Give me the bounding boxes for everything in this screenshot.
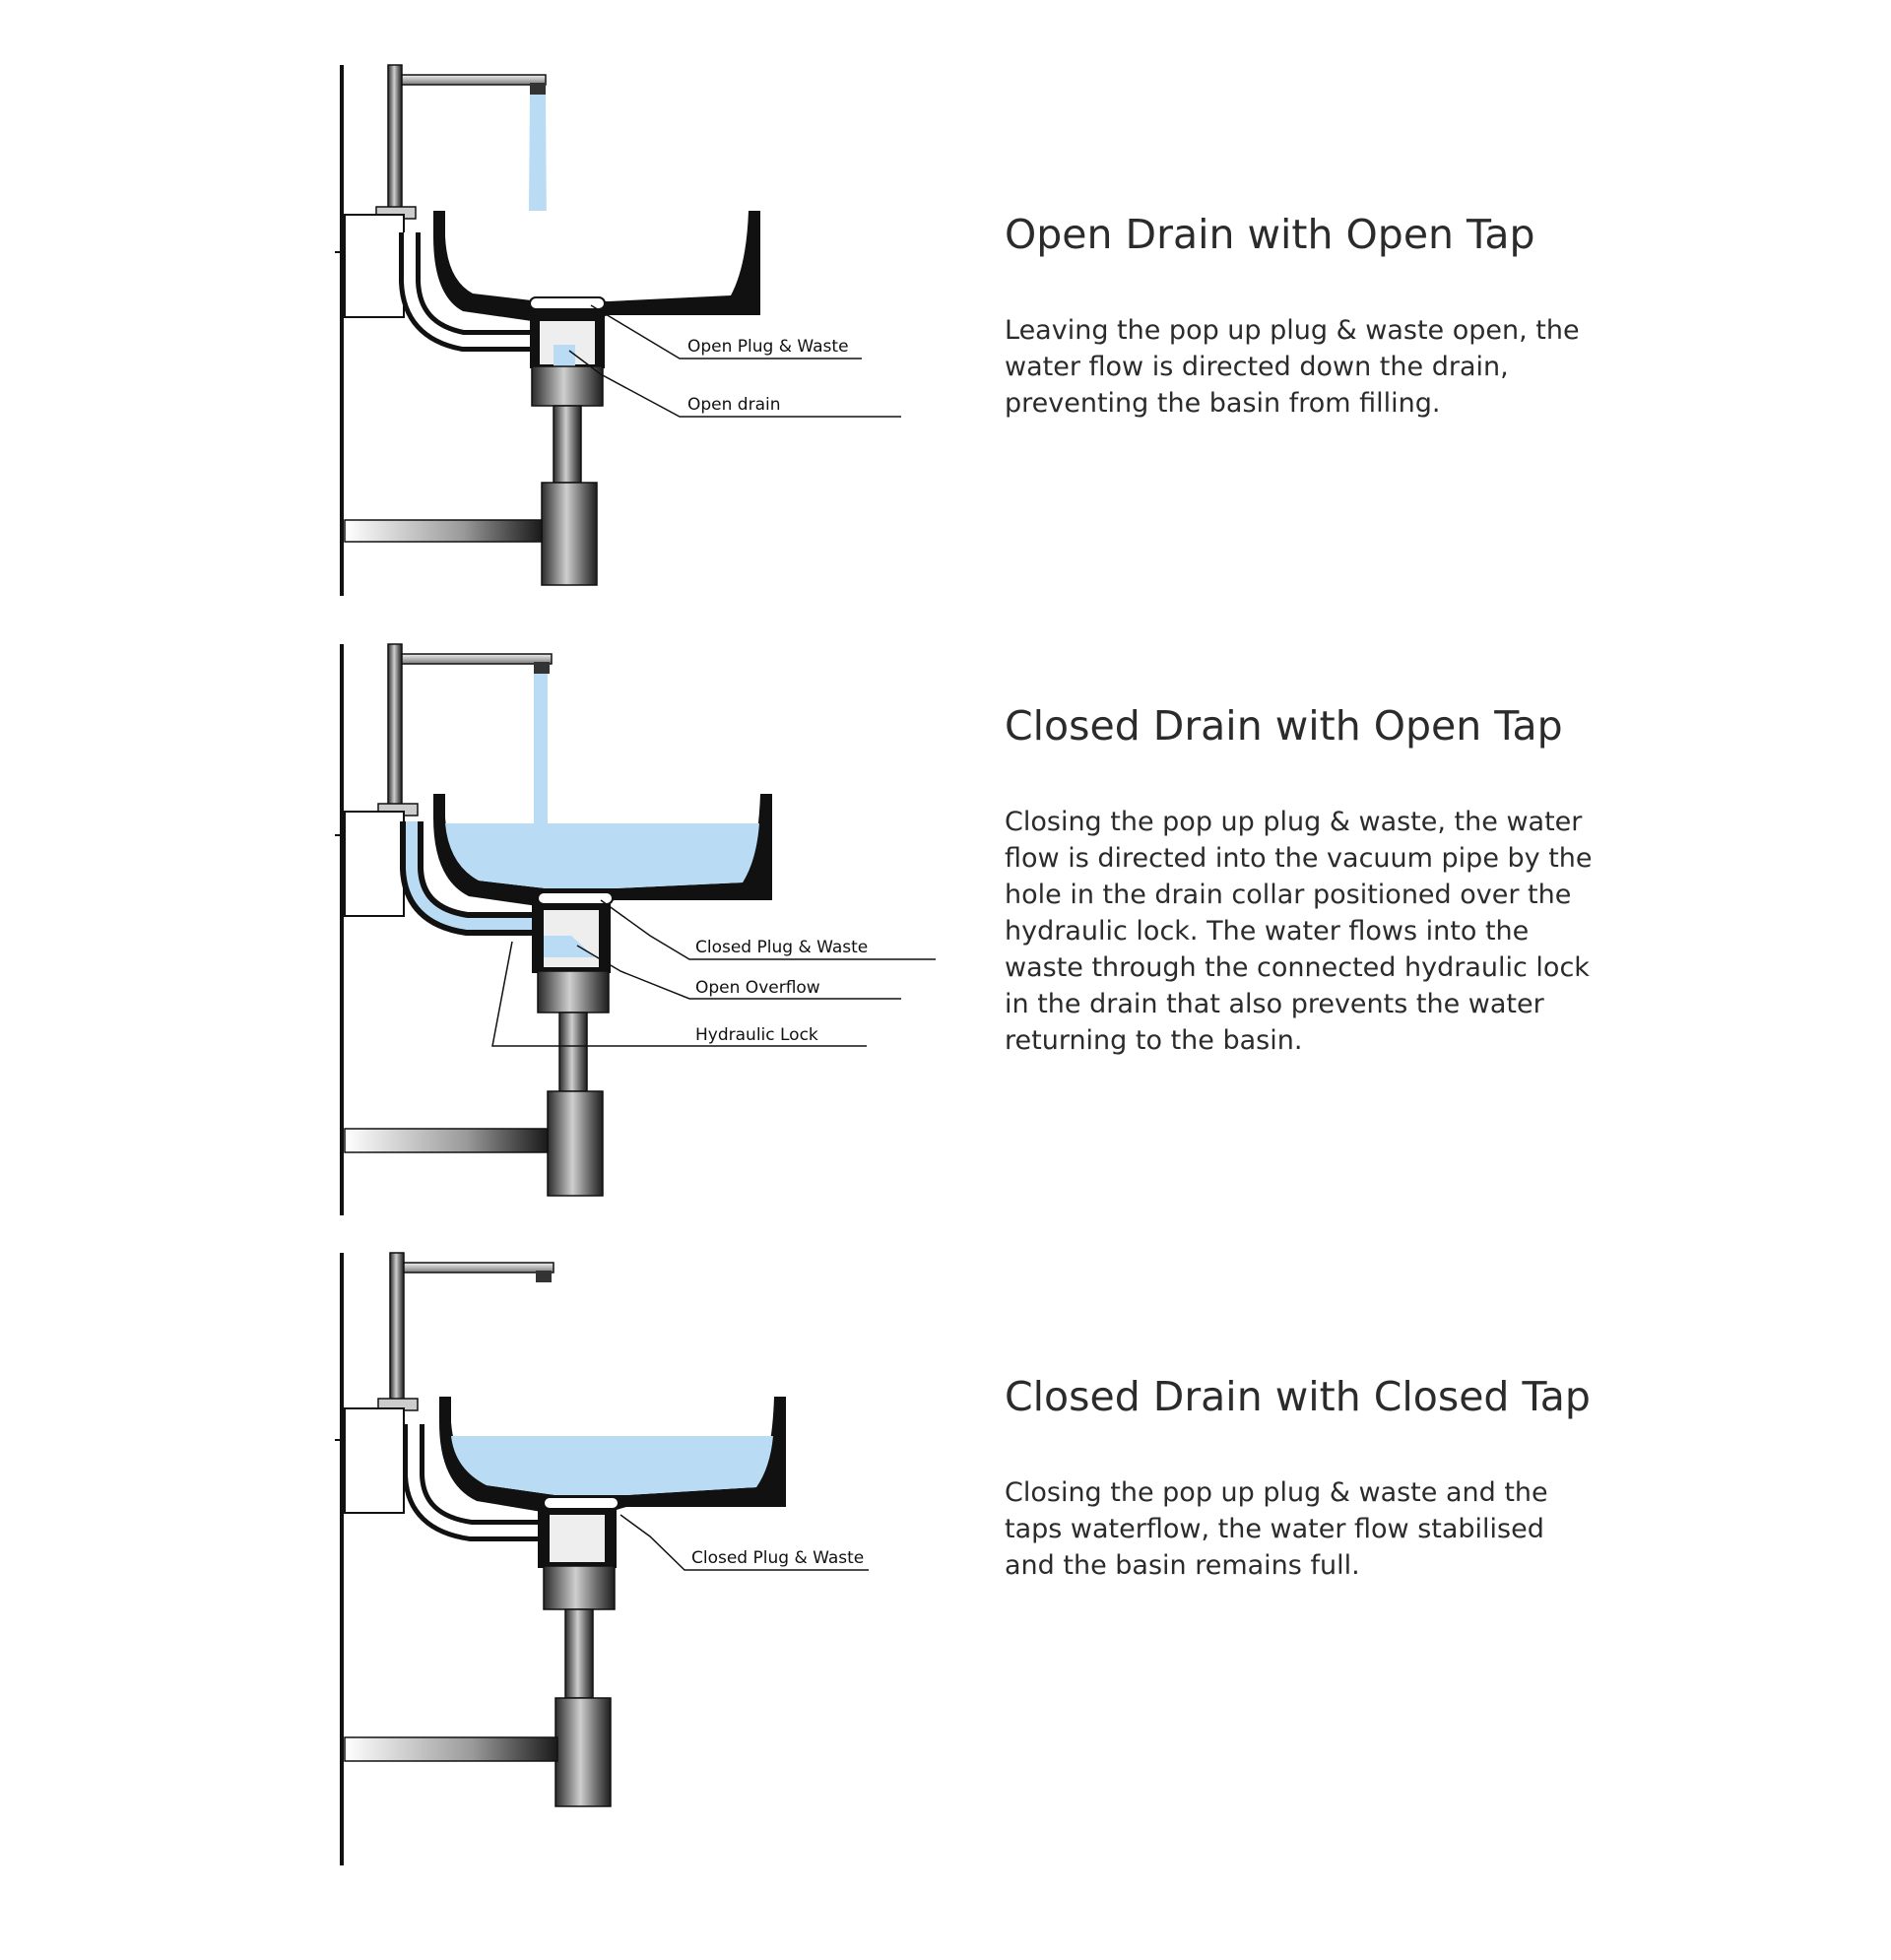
basin-water <box>451 1436 773 1495</box>
tap-spout <box>402 75 546 85</box>
basin-diagram-closed-drain-closed-tap <box>0 1221 985 1960</box>
callout-open-drain: Open drain <box>687 395 781 415</box>
bottle-trap <box>542 483 597 585</box>
bottle-trap <box>555 1698 611 1806</box>
tail-pipe <box>554 406 581 483</box>
pop-up-plug <box>538 892 613 904</box>
callout-closed-plug-waste: Closed Plug & Waste <box>691 1548 865 1568</box>
tap-spout <box>404 1263 554 1273</box>
callout-closed-plug-waste: Closed Plug & Waste <box>695 938 869 957</box>
tail-pipe <box>565 1609 593 1698</box>
pop-up-plug <box>544 1497 619 1509</box>
tap-outlet <box>530 83 546 95</box>
tap-outlet <box>536 1271 552 1282</box>
basin-water <box>445 823 759 888</box>
tap-column <box>388 644 402 806</box>
basin-interior <box>445 211 749 301</box>
waste-outlet-pipe <box>345 1737 557 1761</box>
section-description: Closing the pop up plug & waste and the taps waterflow, the water flow stabilised and the basin remains full. <box>1005 1477 1548 1581</box>
section-title: Closed Drain with Closed Tap <box>1005 1373 1591 1420</box>
callout-open-overflow: Open Overflow <box>695 978 820 998</box>
panel-open-drain-open-tap <box>0 0 1891 611</box>
tail-pipe <box>559 1013 587 1091</box>
basin-diagram-closed-drain-open-tap <box>0 611 985 1221</box>
bottle-trap <box>548 1091 603 1196</box>
waste-outlet-pipe <box>345 520 542 542</box>
basin-diagram-open-drain <box>0 0 985 611</box>
waste-body <box>538 971 609 1013</box>
panel-closed-drain-closed-tap <box>0 1221 1891 1960</box>
tap-spout <box>402 654 552 664</box>
section-description: Leaving the pop up plug & waste open, the water flow is directed down the drain, preventing the basin from filling. <box>1005 315 1580 419</box>
waste-outlet-pipe <box>345 1129 548 1152</box>
waste-body <box>544 1566 615 1609</box>
section-title: Closed Drain with Open Tap <box>1005 702 1563 750</box>
tap-column <box>388 65 402 209</box>
waste-body <box>532 366 603 406</box>
tap-column <box>390 1253 404 1412</box>
panel-closed-drain-open-tap <box>0 611 1891 1221</box>
callout-hydraulic-lock: Hydraulic Lock <box>695 1025 818 1045</box>
callout-open-plug-waste: Open Plug & Waste <box>687 337 849 357</box>
water-stream <box>534 674 548 823</box>
section-description: Closing the pop up plug & waste, the water flow is directed into the vacuum pipe by the hole in the drain collar positioned over the hydraulic lock. The water flows into the waste through the connected hydraulic lock in the drain that also prevents the water returning to the basin. <box>1005 807 1593 1056</box>
section-title: Open Drain with Open Tap <box>1005 211 1535 258</box>
tap-outlet <box>534 662 550 674</box>
